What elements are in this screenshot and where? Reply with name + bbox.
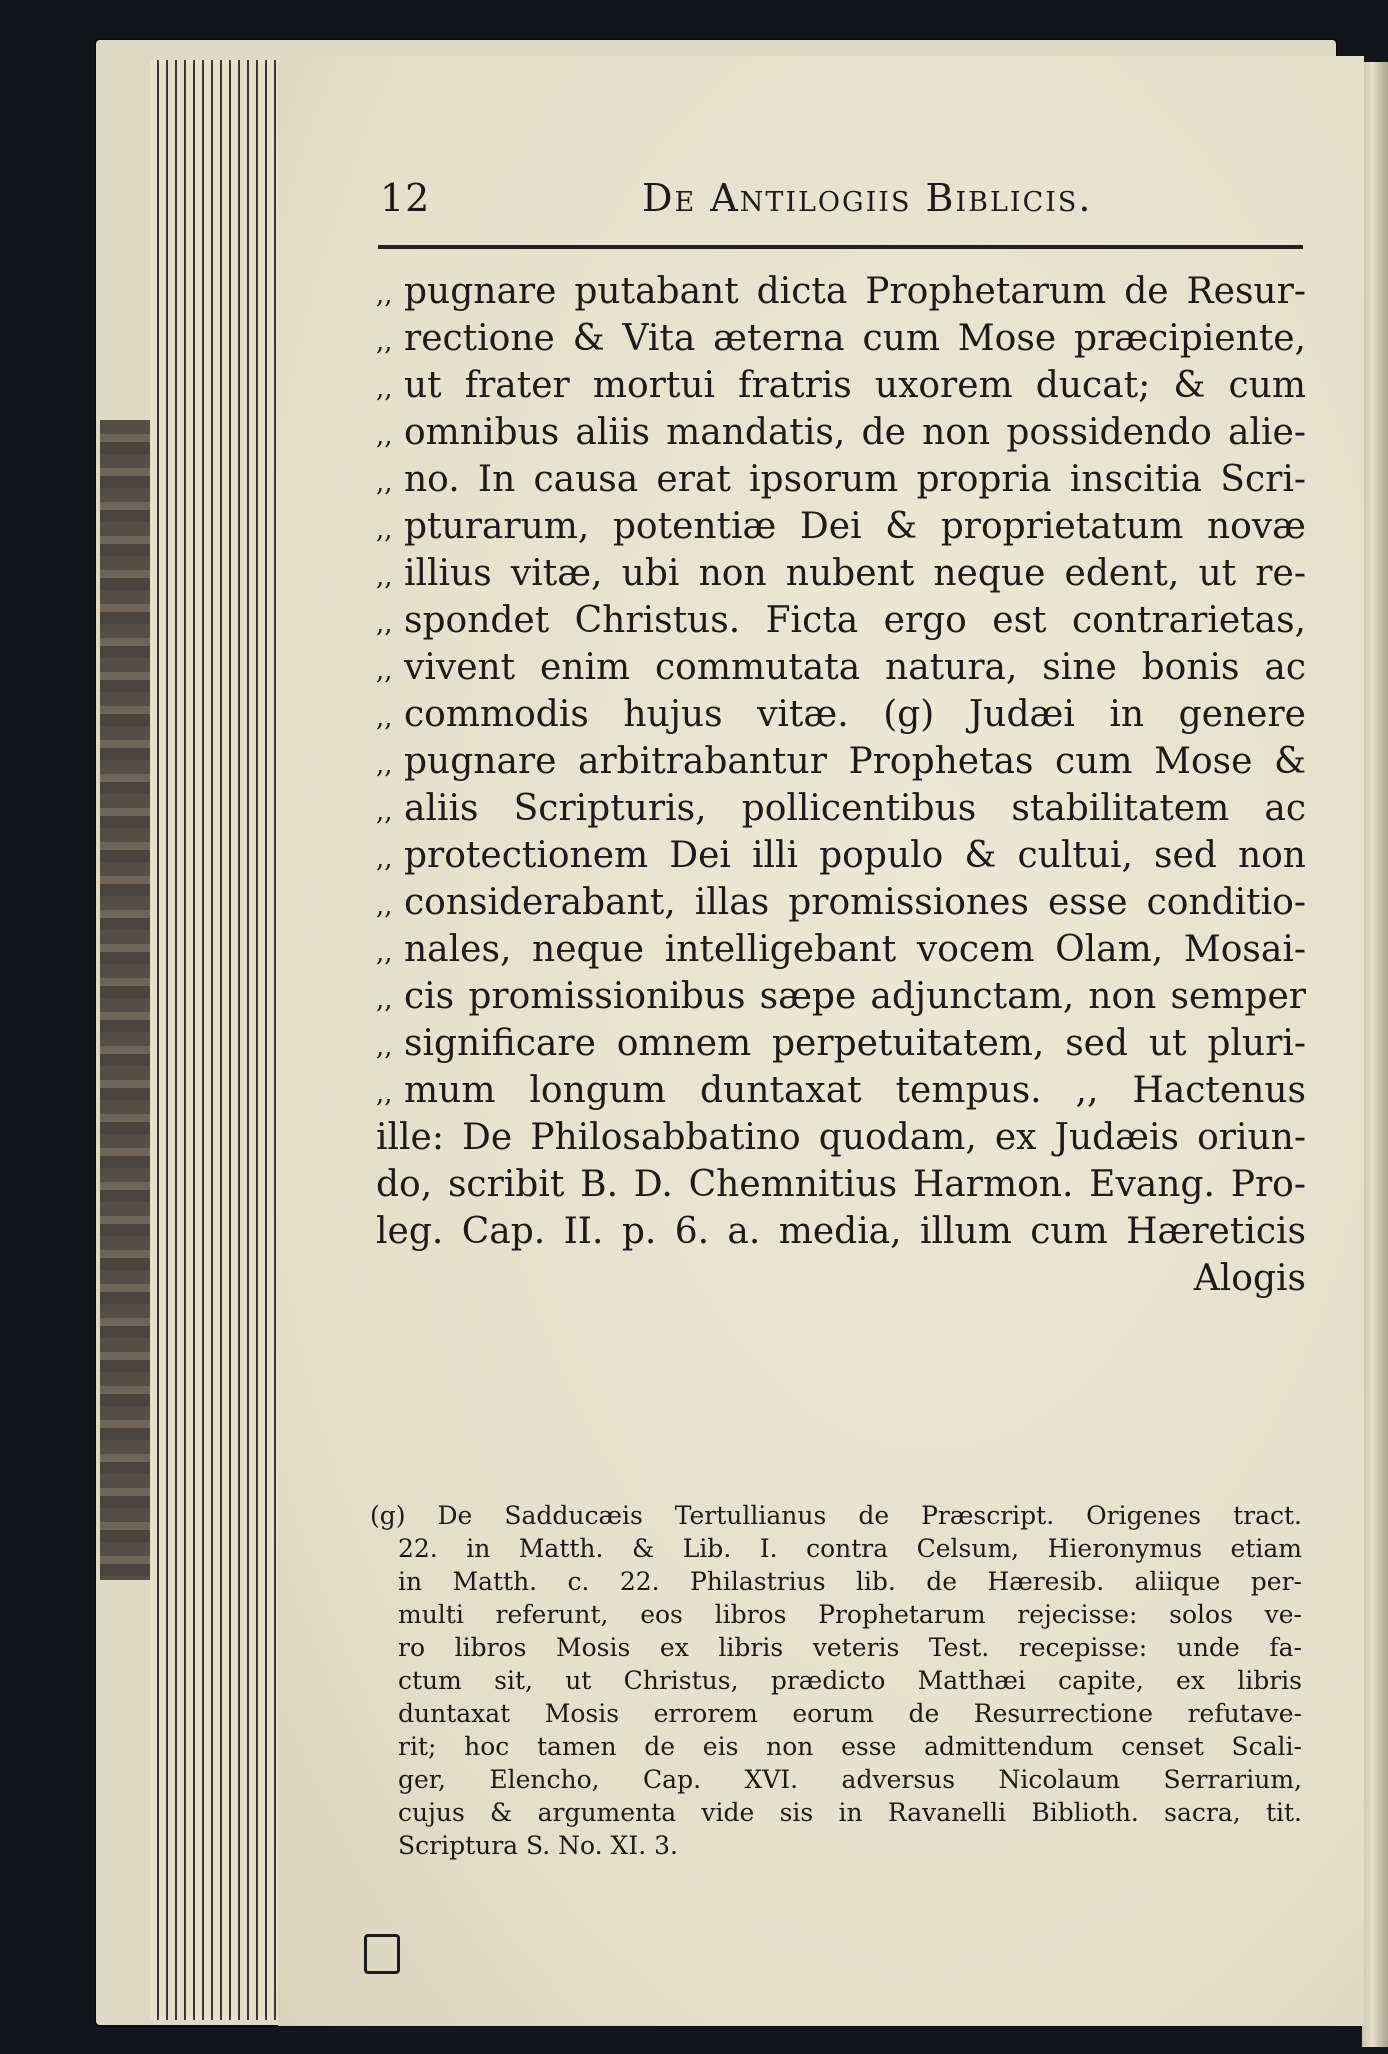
quote-mark: ,, [376,938,393,968]
line-text: protectionem Dei illi populo & cultui, sed non [404,835,1306,876]
quote-mark: ,, [376,750,393,780]
text-line [376,973,1306,1020]
quote-mark: ,, [376,280,393,310]
line-text: pugnare arbitrabantur Prophetas cum Mose & [404,741,1306,782]
quote-mark: ,, [376,985,393,1015]
text-line [376,268,1306,315]
text-line [376,456,1306,503]
line-text: omnibus aliis mandatis, de non possidendo alie- [404,412,1306,453]
footnote-line: duntaxat Mosis errorem eorum de Resurrectione refutave- [398,1699,1302,1728]
text-line [376,644,1306,691]
line-text: ille: De Philosabbatino quodam, ex Judæis oriun- [376,1117,1306,1158]
text-line [376,1255,1306,1302]
quote-mark: ,, [376,1079,393,1109]
text-line [376,879,1306,926]
footnote-line: cujus & argumenta vide sis in Ravanelli Biblioth. sacra, tit. [398,1798,1302,1827]
ornament-icon [364,1934,400,1974]
line-text: illius vitæ, ubi non nubent neque edent, ut re- [404,553,1306,594]
footnotes [370,1499,1302,1862]
line-text: ut frater mortui fratris uxorem ducat; & cum [404,365,1306,406]
quote-mark: ,, [376,656,393,686]
line-text: mum longum duntaxat tempus. ,, Hactenus [404,1070,1306,1111]
book-page [278,56,1364,2026]
footnote-line: ger, Elencho, Cap. XVI. adversus Nicolaum Serrarium, [398,1765,1302,1794]
text-line [376,597,1306,644]
line-text: aliis Scripturis, pollicentibus stabilitatem ac [404,788,1306,829]
footnote-line: Scriptura S. No. XI. 3. [398,1831,678,1860]
line-text: commodis hujus vitæ. (g) Judæi in genere [404,694,1306,735]
text-line [376,785,1306,832]
main-text [376,268,1306,1302]
quote-mark: ,, [376,891,393,921]
line-text: pturarum, potentiæ Dei & proprietatum novæ [404,506,1306,547]
line-text: leg. Cap. II. p. 6. a. media, illum cum Hæreticis [376,1211,1306,1252]
line-text: do, scribit B. D. Chemnitius Harmon. Evang. Pro- [376,1164,1306,1205]
footnote-line: 22. in Matth. & Lib. I. contra Celsum, Hieronymus etiam [398,1534,1302,1563]
footnote-line: multi referunt, eos libros Prophetarum rejecisse: solos ve- [398,1600,1302,1629]
text-line [376,1161,1306,1208]
quote-mark: ,, [376,1032,393,1062]
text-line [376,832,1306,879]
line-text: considerabant, illas promissiones esse conditio- [404,882,1306,923]
footnote-line: in Matth. c. 22. Philastrius lib. de Hæresib. aliique per- [398,1567,1302,1596]
quote-mark: ,, [376,703,393,733]
line-text: cis promissionibus sæpe adjunctam, non semper [404,976,1306,1017]
line-text: Alogis [1193,1258,1306,1299]
quote-mark: ,, [376,468,393,498]
footnote-line: (g) De Sadducæis Tertullianus de Præscript. Origenes tract. [370,1501,1302,1530]
page-number: 12 [380,176,431,220]
page-edges [150,60,280,2020]
running-head [380,176,1300,236]
quote-mark: ,, [376,609,393,639]
quote-mark: ,, [376,515,393,545]
line-text: rectione & Vita æterna cum Mose præcipiente, [404,318,1306,359]
running-title: De Antilogiis Biblicis. [642,176,1093,220]
line-text: vivent enim commutata natura, sine bonis ac [404,647,1306,688]
line-text: no. In causa erat ipsorum propria inscitia Scri- [404,459,1306,500]
text-line [376,503,1306,550]
text-line [376,315,1306,362]
text-line [376,1208,1306,1255]
text-line [376,550,1306,597]
header-rule [378,245,1303,249]
facing-page-edge [1362,62,1388,2047]
footnote-line: ro libros Mosis ex libris veteris Test. recepisse: unde fa- [398,1633,1302,1662]
text-line [376,1020,1306,1067]
text-line [376,1114,1306,1161]
quote-mark: ,, [376,844,393,874]
line-text: pugnare putabant dicta Prophetarum de Resur- [404,271,1306,312]
quote-mark: ,, [376,421,393,451]
line-text: significare omnem perpetuitatem, sed ut pluri- [404,1023,1306,1064]
quote-mark: ,, [376,562,393,592]
text-line [376,926,1306,973]
line-text: spondet Christus. Ficta ergo est contrarietas, [404,600,1306,641]
quote-mark: ,, [376,797,393,827]
footnote-line: ctum sit, ut Christus, prædicto Matthæi capite, ex libris [398,1666,1302,1695]
quote-mark: ,, [376,374,393,404]
quote-mark: ,, [376,327,393,357]
text-line [376,409,1306,456]
footnote-line: rit; hoc tamen de eis non esse admittendum censet Scali- [398,1732,1302,1761]
text-line [376,362,1306,409]
line-text: nales, neque intelligebant vocem Olam, Mosai- [404,929,1306,970]
text-line [376,738,1306,785]
text-line [376,1067,1306,1114]
text-line [376,691,1306,738]
